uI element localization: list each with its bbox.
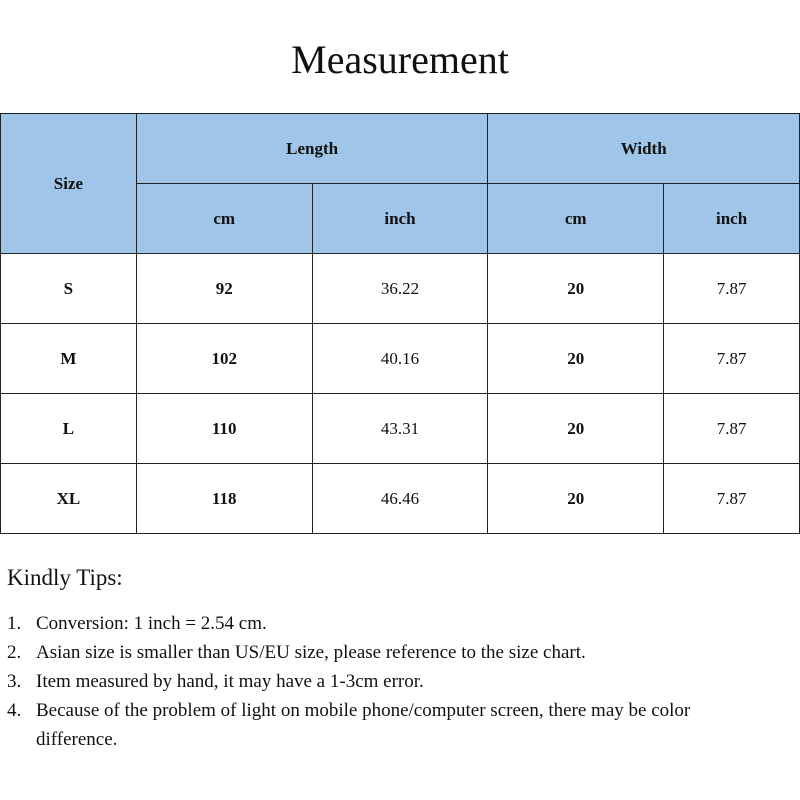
header-width-cm: cm (488, 184, 664, 254)
tip-text: Asian size is smaller than US/EU size, please reference to the size chart. (36, 642, 586, 663)
tip-number: 3. (7, 671, 22, 692)
length-cm-cell: 102 (136, 324, 312, 394)
width-inch-cell: 7.87 (664, 464, 800, 534)
width-cm-cell: 20 (488, 394, 664, 464)
tip-text: Because of the problem of light on mobile phone/computer screen, there may be color difference. (36, 700, 691, 750)
table-row (1, 464, 800, 534)
header-length-inch: inch (312, 184, 488, 254)
header-width-inch: inch (664, 184, 800, 254)
header-length-cm: cm (136, 184, 312, 254)
tip-number: 2. (7, 642, 22, 663)
table-row (1, 324, 800, 394)
header-length: Length (136, 114, 488, 184)
tip-text: Conversion: 1 inch = 2.54 cm. (36, 613, 267, 634)
table-row (1, 254, 800, 324)
list-item (7, 609, 797, 638)
width-inch-cell: 7.87 (664, 324, 800, 394)
width-inch-cell: 7.87 (664, 254, 800, 324)
length-inch-cell: 43.31 (312, 394, 488, 464)
length-inch-cell: 40.16 (312, 324, 488, 394)
length-inch-cell: 46.46 (312, 464, 488, 534)
list-item (7, 667, 797, 696)
size-cell: M (1, 324, 137, 394)
length-cm-cell: 118 (136, 464, 312, 534)
length-cm-cell: 92 (136, 254, 312, 324)
tips-list (7, 609, 797, 754)
table-row (1, 394, 800, 464)
header-size: Size (1, 114, 137, 254)
width-cm-cell: 20 (488, 464, 664, 534)
tip-text: Item measured by hand, it may have a 1-3cm error. (36, 671, 424, 692)
width-cm-cell: 20 (488, 254, 664, 324)
size-cell: S (1, 254, 137, 324)
tips-heading: Kindly Tips: (7, 565, 123, 590)
width-cm-cell: 20 (488, 324, 664, 394)
list-item (7, 638, 797, 667)
tip-number: 1. (7, 613, 22, 634)
tip-number: 4. (7, 700, 22, 721)
header-width: Width (488, 114, 800, 184)
size-cell: XL (1, 464, 137, 534)
size-cell: L (1, 394, 137, 464)
width-inch-cell: 7.87 (664, 394, 800, 464)
page-title: Measurement (291, 37, 509, 82)
length-cm-cell: 110 (136, 394, 312, 464)
list-item (7, 696, 797, 754)
size-chart-table (0, 113, 800, 534)
length-inch-cell: 36.22 (312, 254, 488, 324)
